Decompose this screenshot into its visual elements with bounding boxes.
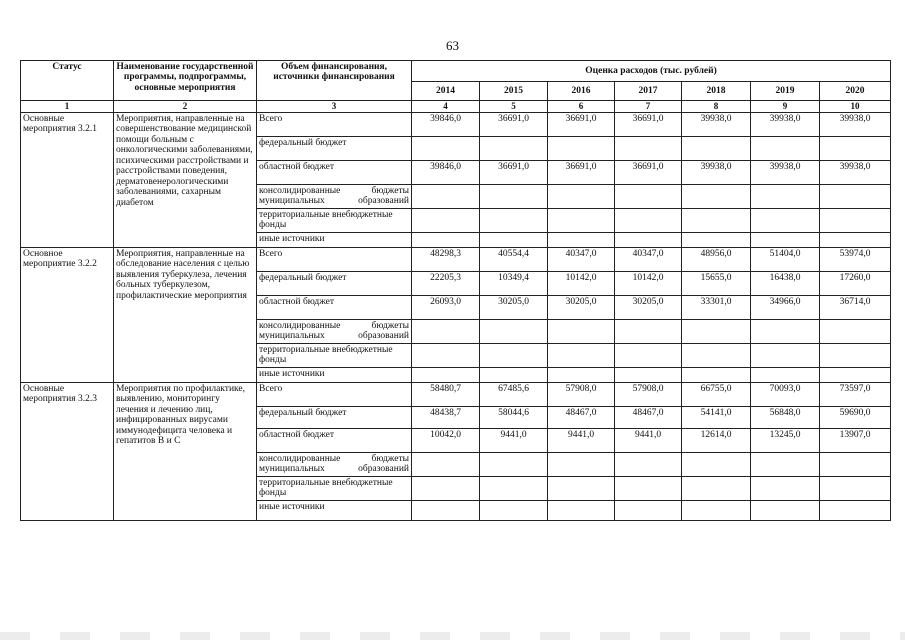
table-row (21, 113, 891, 137)
funding-source-cell: иные источники (257, 368, 412, 383)
value-cell (615, 477, 682, 501)
value-cell (480, 185, 548, 209)
funding-source-cell: консолидированные бюджеты муниципальных образований (257, 453, 412, 477)
value-cell: 39938,0 (682, 161, 751, 185)
column-number: 3 (257, 101, 412, 113)
activity-name-cell: Мероприятия по профилактике, выявлению, мониторингу лечения и лечению лиц, инфицированных вирусами иммунодефицита человека и гепатитов В и С (114, 383, 257, 521)
value-cell: 36691,0 (480, 113, 548, 137)
funding-source-cell: иные источники (257, 501, 412, 521)
status-cell: Основные мероприятия 3.2.3 (21, 383, 114, 521)
value-cell: 51404,0 (751, 248, 820, 272)
value-cell: 39846,0 (412, 161, 480, 185)
value-cell (480, 233, 548, 248)
value-cell: 36691,0 (548, 161, 615, 185)
value-cell: 53974,0 (820, 248, 891, 272)
column-number: 4 (412, 101, 480, 113)
funding-source-cell: федеральный бюджет (257, 407, 412, 429)
header-year: 2018 (682, 82, 751, 101)
funding-source-cell: Всего (257, 248, 412, 272)
value-cell: 59690,0 (820, 407, 891, 429)
value-cell: 30205,0 (480, 296, 548, 320)
value-cell: 15655,0 (682, 272, 751, 296)
value-cell: 36691,0 (480, 161, 548, 185)
value-cell (480, 501, 548, 521)
funding-source-cell: федеральный бюджет (257, 272, 412, 296)
value-cell (615, 320, 682, 344)
value-cell: 39938,0 (751, 161, 820, 185)
table-row (21, 248, 891, 272)
column-number: 6 (548, 101, 615, 113)
value-cell (682, 320, 751, 344)
value-cell: 30205,0 (548, 296, 615, 320)
value-cell: 16438,0 (751, 272, 820, 296)
value-cell: 67485,6 (480, 383, 548, 407)
column-number: 9 (751, 101, 820, 113)
value-cell (751, 344, 820, 368)
value-cell (480, 209, 548, 233)
value-cell: 26093,0 (412, 296, 480, 320)
column-number: 10 (820, 101, 891, 113)
value-cell: 30205,0 (615, 296, 682, 320)
status-cell: Основное мероприятие 3.2.2 (21, 248, 114, 383)
value-cell (751, 477, 820, 501)
header-year: 2014 (412, 82, 480, 101)
value-cell (548, 344, 615, 368)
header-year: 2017 (615, 82, 682, 101)
value-cell (751, 233, 820, 248)
value-cell: 39938,0 (820, 161, 891, 185)
value-cell (751, 185, 820, 209)
value-cell (751, 453, 820, 477)
value-cell (820, 344, 891, 368)
value-cell: 57908,0 (615, 383, 682, 407)
value-cell (682, 137, 751, 161)
value-cell (480, 477, 548, 501)
funding-source-cell: Всего (257, 383, 412, 407)
header-name: Наименование государственной программы, подпрограммы, основные мероприятия (114, 61, 257, 101)
value-cell (682, 501, 751, 521)
value-cell (548, 137, 615, 161)
value-cell (615, 453, 682, 477)
funding-source-cell: Всего (257, 113, 412, 137)
value-cell (412, 320, 480, 344)
value-cell (615, 344, 682, 368)
header-funding: Объем финансирования, источники финансирования (257, 61, 412, 101)
value-cell (548, 477, 615, 501)
value-cell (615, 209, 682, 233)
header-estimate: Оценка расходов (тыс. рублей) (412, 61, 891, 82)
value-cell: 48467,0 (548, 407, 615, 429)
value-cell (751, 368, 820, 383)
value-cell: 70093,0 (751, 383, 820, 407)
activity-name-cell: Мероприятия, направленные на совершенствование медицинской помощи больным с онкологическими заболеваниями, психическими расстройствами и расстройствами поведения, дерматовенерологическими заболеваниями, сахарным диабетом (114, 113, 257, 248)
header-year: 2016 (548, 82, 615, 101)
value-cell (548, 233, 615, 248)
value-cell: 13907,0 (820, 429, 891, 453)
expenditure-table (20, 60, 891, 521)
value-cell (615, 501, 682, 521)
value-cell (751, 501, 820, 521)
value-cell: 48438,7 (412, 407, 480, 429)
funding-source-cell: территориальные внебюджетные фонды (257, 344, 412, 368)
funding-source-cell: областной бюджет (257, 429, 412, 453)
value-cell: 39938,0 (682, 113, 751, 137)
activity-name-cell: Мероприятия, направленные на обследование населения с целью выявления туберкулеза, лечения больных туберкулезом, профилактические мероприятия (114, 248, 257, 383)
value-cell (682, 453, 751, 477)
column-number: 2 (114, 101, 257, 113)
value-cell (412, 209, 480, 233)
value-cell (480, 344, 548, 368)
value-cell: 40347,0 (615, 248, 682, 272)
value-cell: 54141,0 (682, 407, 751, 429)
value-cell: 40347,0 (548, 248, 615, 272)
value-cell: 10042,0 (412, 429, 480, 453)
value-cell: 58480,7 (412, 383, 480, 407)
value-cell: 39938,0 (820, 113, 891, 137)
value-cell: 39938,0 (751, 113, 820, 137)
value-cell (820, 209, 891, 233)
header-status: Статус (21, 61, 114, 101)
value-cell (615, 233, 682, 248)
value-cell (820, 368, 891, 383)
value-cell (480, 320, 548, 344)
funding-source-cell: консолидированные бюджеты муниципальных образований (257, 185, 412, 209)
value-cell (682, 209, 751, 233)
value-cell: 66755,0 (682, 383, 751, 407)
value-cell (820, 185, 891, 209)
value-cell (480, 137, 548, 161)
value-cell: 48467,0 (615, 407, 682, 429)
value-cell (480, 368, 548, 383)
value-cell (480, 453, 548, 477)
value-cell: 36714,0 (820, 296, 891, 320)
value-cell (548, 453, 615, 477)
value-cell (820, 477, 891, 501)
funding-source-cell: областной бюджет (257, 296, 412, 320)
header-year: 2019 (751, 82, 820, 101)
header-year: 2020 (820, 82, 891, 101)
column-number: 8 (682, 101, 751, 113)
value-cell (820, 501, 891, 521)
value-cell: 22205,3 (412, 272, 480, 296)
value-cell: 9441,0 (548, 429, 615, 453)
value-cell (412, 477, 480, 501)
column-number: 1 (21, 101, 114, 113)
value-cell (548, 209, 615, 233)
value-cell: 9441,0 (615, 429, 682, 453)
value-cell: 34966,0 (751, 296, 820, 320)
value-cell (412, 368, 480, 383)
value-cell (682, 344, 751, 368)
value-cell (820, 137, 891, 161)
value-cell (682, 185, 751, 209)
value-cell (820, 320, 891, 344)
value-cell (412, 501, 480, 521)
value-cell: 58044,6 (480, 407, 548, 429)
value-cell: 13245,0 (751, 429, 820, 453)
funding-source-cell: иные источники (257, 233, 412, 248)
value-cell: 73597,0 (820, 383, 891, 407)
value-cell: 36691,0 (615, 161, 682, 185)
funding-source-cell: территориальные внебюджетные фонды (257, 477, 412, 501)
value-cell (820, 453, 891, 477)
value-cell (615, 137, 682, 161)
value-cell: 10142,0 (615, 272, 682, 296)
table-row (21, 383, 891, 407)
value-cell (751, 209, 820, 233)
value-cell: 48298,3 (412, 248, 480, 272)
value-cell (751, 320, 820, 344)
value-cell (682, 368, 751, 383)
column-number: 5 (480, 101, 548, 113)
value-cell (751, 137, 820, 161)
value-cell: 9441,0 (480, 429, 548, 453)
value-cell (615, 185, 682, 209)
value-cell: 56848,0 (751, 407, 820, 429)
value-cell (412, 233, 480, 248)
value-cell (412, 137, 480, 161)
value-cell: 40554,4 (480, 248, 548, 272)
value-cell: 10142,0 (548, 272, 615, 296)
value-cell (548, 368, 615, 383)
value-cell: 12614,0 (682, 429, 751, 453)
column-number: 7 (615, 101, 682, 113)
value-cell (615, 368, 682, 383)
value-cell: 10349,4 (480, 272, 548, 296)
value-cell: 36691,0 (548, 113, 615, 137)
scan-artifact (0, 632, 905, 640)
value-cell: 36691,0 (615, 113, 682, 137)
value-cell (548, 320, 615, 344)
header-year: 2015 (480, 82, 548, 101)
funding-source-cell: областной бюджет (257, 161, 412, 185)
value-cell (412, 453, 480, 477)
value-cell (412, 185, 480, 209)
value-cell: 48956,0 (682, 248, 751, 272)
value-cell (412, 344, 480, 368)
value-cell: 17260,0 (820, 272, 891, 296)
value-cell (682, 233, 751, 248)
value-cell (548, 501, 615, 521)
status-cell: Основные мероприятия 3.2.1 (21, 113, 114, 248)
value-cell (548, 185, 615, 209)
value-cell: 39846,0 (412, 113, 480, 137)
funding-source-cell: территориальные внебюджетные фонды (257, 209, 412, 233)
value-cell (682, 477, 751, 501)
value-cell: 33301,0 (682, 296, 751, 320)
page-number: 63 (446, 38, 459, 53)
value-cell (820, 233, 891, 248)
funding-source-cell: федеральный бюджет (257, 137, 412, 161)
funding-source-cell: консолидированные бюджеты муниципальных образований (257, 320, 412, 344)
value-cell: 57908,0 (548, 383, 615, 407)
